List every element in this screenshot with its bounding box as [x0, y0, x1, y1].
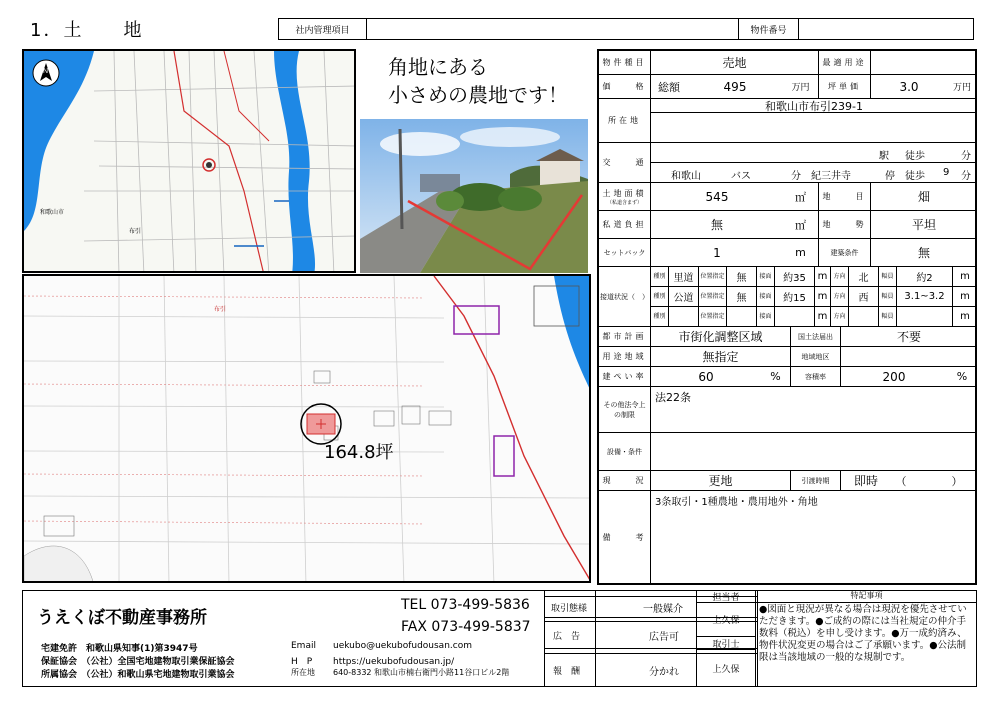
traffic-walk: 徒歩 [905, 171, 925, 182]
bcr-unit: % [761, 367, 791, 386]
road-pos-label: 位置指定 [699, 307, 727, 326]
map-label-area: 布引 [129, 228, 142, 235]
road-type: 公道 [669, 287, 699, 306]
hp-label: H P [291, 657, 313, 667]
road-contact-label: 接面 [757, 307, 775, 326]
total-unit: 万円 [783, 75, 819, 98]
tel: TEL 073-499-5836 [401, 597, 530, 613]
current-label: 現 況 [599, 471, 651, 490]
fax: FAX 073-499-5837 [401, 619, 531, 635]
road-width-label: 幅員 [879, 267, 897, 286]
license-label: 宅建免許 [41, 644, 78, 654]
property-info-table [597, 49, 977, 585]
road-width-label: 幅員 [879, 307, 897, 326]
bcr-label: 建ぺい率 [599, 367, 651, 386]
use-label: 最適用途 [819, 51, 871, 74]
row-other-law [599, 387, 975, 433]
photo-caption-line1: 角地にある [388, 55, 488, 79]
road-pos: 無 [727, 287, 757, 306]
traffic-line2 [651, 163, 977, 183]
use-value [871, 51, 977, 74]
staff-label: 担当者 [697, 590, 755, 603]
road-type-label: 種別 [651, 287, 669, 306]
row-location [599, 99, 975, 143]
deal-value: 一般媒介 [643, 604, 683, 615]
chimoku-value: 畑 [917, 190, 930, 204]
row-equip [599, 433, 975, 471]
trader-label: 取引士 [697, 637, 755, 650]
road-type-label: 種別 [651, 267, 669, 286]
location-map [22, 49, 356, 273]
road-width-label: 幅員 [879, 287, 897, 306]
terrain-value: 平坦 [911, 218, 936, 232]
map-label-city: 和歌山市 [40, 209, 65, 216]
row-traffic [599, 143, 975, 183]
traffic-bus-min: 分 [791, 171, 801, 182]
internal-label: 社内管理項目 [279, 19, 367, 39]
min-label: 分 [961, 151, 971, 162]
header-table [278, 18, 974, 40]
detail-map [22, 274, 591, 583]
road-m: m [815, 267, 831, 286]
district-value [841, 347, 977, 366]
total-label: 総額 [658, 80, 680, 94]
traffic-min: 分 [961, 171, 971, 182]
row-ratios [599, 367, 975, 387]
land-area-label-cell [599, 183, 651, 210]
addr-label: 所在地 [291, 668, 315, 677]
district-label: 地域地区 [791, 347, 841, 366]
trader-value: 上久保 [712, 664, 740, 675]
place-label: 布引 [214, 306, 227, 313]
land-law-label: 国土法届出 [791, 327, 841, 346]
road-m2: m [960, 271, 970, 282]
current-value: 更地 [651, 471, 791, 490]
road-width [897, 307, 953, 326]
road-dir-label: 方向 [831, 287, 849, 306]
road-width: 3.1~3.2 [897, 287, 953, 306]
traffic-bus: バス [731, 171, 751, 182]
city-plan-value: 市街化調整区域 [651, 327, 791, 346]
road-contact: 約35 [775, 267, 815, 286]
photo-caption-line2: 小さめの農地です！ [388, 83, 568, 107]
ad-label: 広 告 [553, 632, 581, 642]
svg-text:N: N [43, 68, 49, 75]
member-line [41, 667, 235, 680]
road-width: 約2 [897, 267, 953, 286]
equip-label: 設備・条件 [599, 433, 651, 470]
far-label: 容積率 [791, 367, 841, 386]
section-title: 1．土 地 [30, 20, 144, 41]
row-setback [599, 239, 975, 267]
road-type-label: 種別 [651, 307, 669, 326]
company-name: うえくぼ不動産事務所 [37, 608, 207, 628]
price-label: 価 格 [599, 75, 651, 98]
roads-grid [651, 267, 977, 327]
staff-value: 上久保 [697, 603, 755, 637]
traffic-walk-min: 9 [943, 167, 950, 178]
location-label: 所在地 [599, 99, 651, 142]
road-type [669, 307, 699, 326]
row-land-area [599, 183, 975, 211]
remarks-value: 3条取引・1種農地・農用地外・角地 [655, 497, 818, 508]
site-photo [360, 119, 588, 273]
property-no-field [799, 19, 973, 39]
other-law-value: 法22条 [655, 391, 691, 404]
detail-map-svg [24, 276, 591, 583]
license: 和歌山県知事(1)第3947号 [86, 644, 198, 654]
fee-label: 報 酬 [553, 667, 581, 677]
road-contact-label: 接面 [757, 267, 775, 286]
email-label: Email [291, 641, 316, 651]
traffic-station: 和歌山 [671, 171, 701, 182]
location-map-svg [24, 51, 356, 273]
notes-label: 特記事項 [756, 590, 977, 603]
zone-value: 無指定 [651, 347, 791, 366]
fee-value: 分かれ [649, 667, 679, 678]
city-plan-label: 都市計画 [599, 327, 651, 346]
tsubo-price-label: 坪単価 [819, 75, 871, 98]
company-info [23, 591, 545, 686]
traffic-stop-label: 停 [885, 171, 895, 182]
road-dir: 北 [849, 267, 879, 286]
address: 640-8332 和歌山市楠右衛門小路11谷口ビル2階 [333, 668, 510, 677]
private-road-label: 私道負担 [599, 211, 651, 238]
member: （公社）和歌山県宅地建物取引業協会 [86, 670, 235, 680]
road-pos: 無 [727, 267, 757, 286]
total-value: 495 [723, 79, 747, 94]
road-row [651, 307, 977, 327]
row-kind [599, 51, 975, 75]
photo-caption [388, 53, 568, 109]
traffic-line1 [651, 143, 977, 163]
internal-field [367, 19, 739, 39]
hp-link[interactable]: https://uekubofudousan.jp/ [333, 657, 455, 667]
member-label: 所属協会 [41, 670, 78, 680]
far-unit: % [956, 370, 968, 383]
row-current [599, 471, 975, 491]
road-dir: 西 [849, 287, 879, 306]
row-private-road [599, 211, 975, 239]
road-pos-label: 位置指定 [699, 267, 727, 286]
tsubo-label: 164.8坪 [324, 442, 394, 463]
far-value: 200 [882, 369, 906, 384]
build-cond-label: 建築条件 [819, 239, 871, 266]
build-cond-value: 無 [917, 246, 930, 260]
terrain-label: 地 勢 [819, 211, 871, 238]
land-area-sub: （私道含まず） [606, 199, 642, 206]
road-row [651, 267, 977, 287]
road-dir [849, 307, 879, 326]
road-pos [727, 307, 757, 326]
walk-label: 徒歩 [905, 151, 925, 162]
deal-divider [595, 591, 596, 686]
guarantee-line [41, 654, 235, 667]
station-label: 駅 [879, 151, 889, 162]
license-line [41, 641, 198, 654]
equip-value [651, 433, 977, 470]
traffic-stop: 紀三井寺 [811, 171, 851, 182]
bcr-value: 60 [698, 369, 714, 384]
property-no-label: 物件番号 [739, 19, 799, 39]
road-dir-label: 方向 [831, 267, 849, 286]
deal-label: 取引態様 [551, 604, 588, 614]
road-contact [775, 307, 815, 326]
notes-panel [756, 590, 977, 687]
site-photo-panel [358, 49, 591, 273]
road-type: 里道 [669, 267, 699, 286]
email-line [291, 641, 472, 651]
road-pos-label: 位置指定 [699, 287, 727, 306]
private-road-value: 無 [710, 218, 723, 232]
road-m2: m [960, 291, 970, 302]
guarantee-label: 保証協会 [41, 657, 78, 667]
hp-line [291, 654, 454, 667]
zone-label: 用途地域 [599, 347, 651, 366]
ad-value: 広告可 [649, 632, 679, 643]
email-link[interactable]: uekubo@uekubofudousan.com [333, 641, 472, 651]
road-m: m [815, 307, 831, 326]
notes-text: ●図面と現況が異なる場合は現況を優先させていただきます。●ご成約の際には当社規定の仲介手数料（税込）を申し受けます。●万一成約済み、物件状況変更の場合はご了承願います。●公法制限は当該地域の一般的な規制です。 [759, 604, 967, 663]
other-law-label: その他法令上の制限 [599, 387, 651, 432]
paren-close: ） [951, 474, 963, 488]
setback-value: 1 [713, 245, 721, 260]
land-area-label: 土地面積 [602, 188, 647, 198]
setback-unit: m [783, 239, 819, 266]
setback-label: セットバック [599, 239, 651, 266]
chimoku-label: 地 目 [819, 183, 871, 210]
traffic-label: 交 通 [599, 143, 651, 182]
road-m: m [815, 287, 831, 306]
staff-column [696, 590, 756, 687]
road-dir-label: 方向 [831, 307, 849, 326]
road-contact: 約15 [775, 287, 815, 306]
land-area-unit: ㎡ [783, 183, 819, 210]
kind-value: 売地 [651, 51, 819, 74]
addr-line [291, 667, 509, 678]
private-road-unit: ㎡ [783, 211, 819, 238]
remarks-label: 備 考 [599, 491, 651, 583]
land-area-value: 545 [705, 189, 729, 204]
row-price [599, 75, 975, 99]
handover-value: 即時 [853, 474, 878, 488]
road-m2: m [960, 311, 970, 322]
handover-label: 引渡時期 [791, 471, 841, 490]
road-row [651, 287, 977, 307]
road-contact-label: 接面 [757, 287, 775, 306]
row-zone [599, 347, 975, 367]
kind-label: 物件種目 [599, 51, 651, 74]
tsubo-price-unit: 万円 [952, 83, 971, 93]
paren-open: （ [895, 474, 907, 488]
land-law-value: 不要 [896, 330, 921, 344]
road-label: 接道状況（ ） [599, 267, 651, 326]
location-value: 和歌山市布引239-1 [651, 99, 977, 113]
guarantee: （公社）全国宅地建物取引業保証協会 [86, 657, 235, 667]
row-city-plan [599, 327, 975, 347]
tsubo-price-value: 3.0 [899, 79, 919, 94]
row-remarks [599, 491, 975, 583]
